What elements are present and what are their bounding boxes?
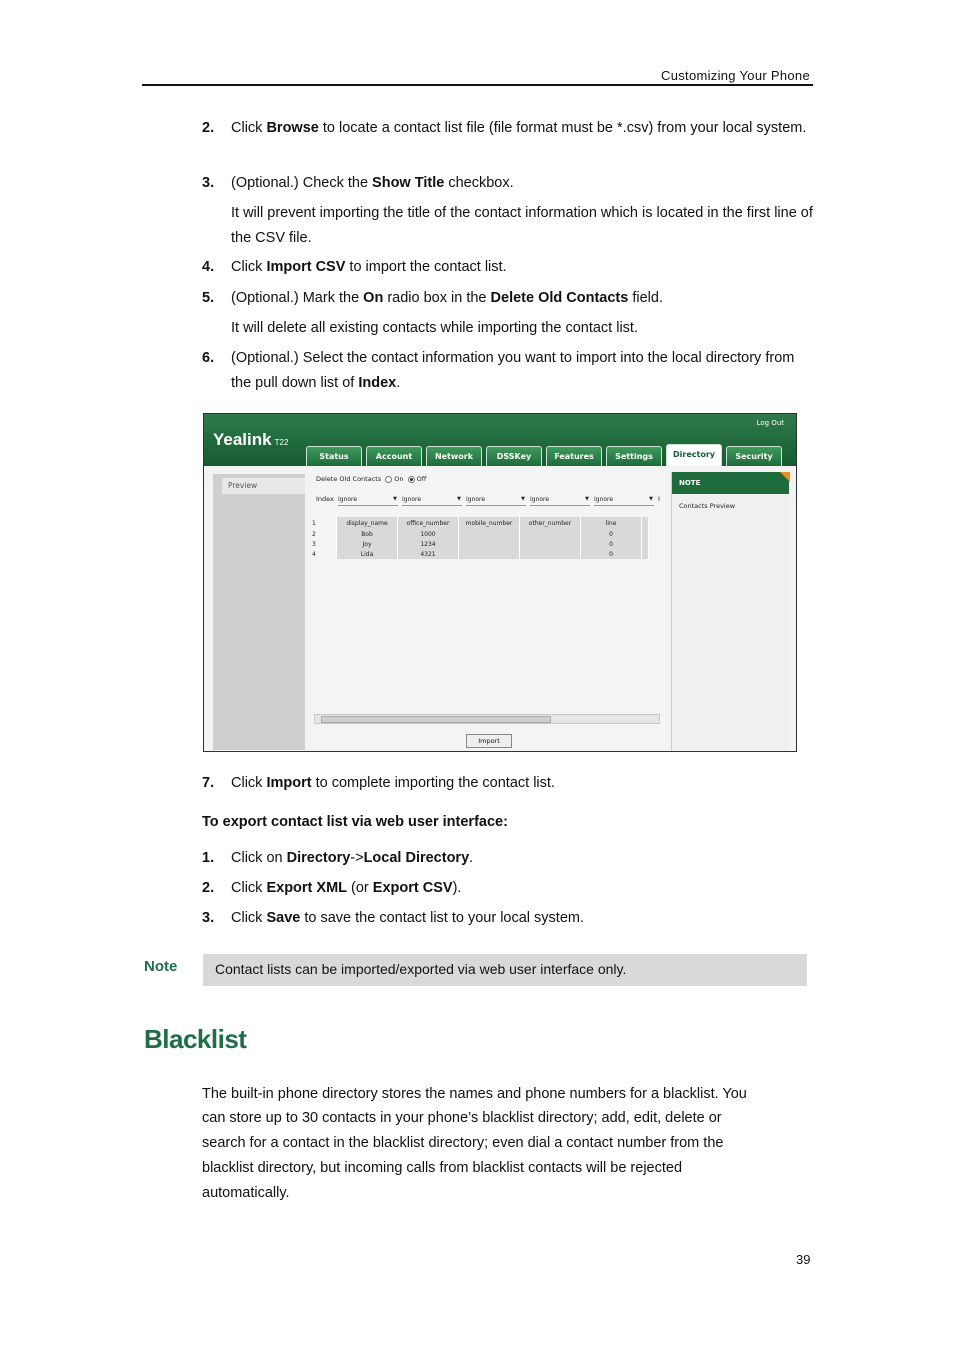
chevron-down-icon: ▼ — [457, 496, 461, 502]
delete-old-contacts-field: Delete Old Contacts On Off — [316, 475, 427, 483]
paragraph-line: The built-in phone directory stores the names and phone numbers for a blacklist. You — [202, 1086, 747, 1102]
paragraph-line: search for a contact in the blacklist directory; even dial a contact number from the — [202, 1135, 724, 1151]
chevron-down-icon: ▼ — [585, 496, 589, 502]
paragraph-line: can store up to 30 contacts in your phone’s blacklist directory; add, edit, delete or — [202, 1110, 722, 1126]
running-header: Customizing Your Phone — [661, 68, 810, 83]
index-select-cutoff: I — [658, 495, 660, 503]
step-number: 4. — [202, 259, 215, 275]
chevron-down-icon: ▼ — [393, 496, 397, 502]
tab-dsskey[interactable]: DSSKey — [486, 446, 542, 466]
tab-directory[interactable]: Directory — [666, 444, 722, 466]
tab-settings[interactable]: Settings — [606, 446, 662, 466]
step-number: 6. — [202, 350, 215, 366]
table-row: 2 Bob 1000 0 — [310, 529, 649, 539]
chevron-down-icon: ▼ — [521, 496, 525, 502]
step-text: (Optional.) Check the Show Title checkbox. — [231, 175, 514, 191]
index-label: Index — [316, 495, 334, 503]
index-select[interactable]: Ignore ▼ — [402, 496, 462, 506]
note-body: Contacts Preview — [679, 502, 736, 510]
section-title: Blacklist — [144, 1024, 247, 1054]
step-text: Click Save to save the contact list to your local system. — [231, 910, 585, 926]
tab-features[interactable]: Features — [546, 446, 602, 466]
index-select[interactable]: Ignore ▼ — [530, 496, 590, 506]
index-select[interactable]: Ignore ▼ — [594, 496, 654, 506]
contacts-preview-table — [310, 517, 649, 559]
step-number: 2. — [202, 120, 215, 136]
step-number: 5. — [202, 290, 215, 306]
step-detail: It will prevent importing the title of the contact information which is located in the first line of the CSV file. — [231, 205, 813, 246]
top-bar — [204, 414, 796, 466]
horizontal-scrollbar[interactable] — [314, 714, 660, 724]
left-sidebar — [213, 474, 305, 750]
table-row: 4 Lida 4321 0 — [310, 549, 649, 559]
header-rule — [142, 84, 813, 86]
step-text: Click on Directory->Local Directory. — [231, 850, 474, 866]
note-title: NOTE — [672, 472, 789, 494]
import-panel — [310, 472, 666, 750]
step-text: Click Browse to locate a contact list file (file format must be *.csv) from your local system. — [231, 120, 807, 136]
web-ui-screenshot — [203, 413, 797, 752]
logout-link[interactable]: Log Out — [756, 419, 784, 427]
note-label: Note — [144, 958, 178, 975]
index-select[interactable]: Ignore ▼ — [338, 496, 398, 506]
note-corner-icon — [780, 472, 790, 482]
note-text: Contact lists can be imported/exported via web user interface only. — [215, 961, 627, 977]
table-header-row: 1 display_name office_number mobile_number other_number line — [310, 517, 649, 529]
step-text: Click Import CSV to import the contact list. — [231, 259, 507, 275]
step-text: (Optional.) Mark the On radio box in the Delete Old Contacts field. — [231, 290, 663, 306]
tab-account[interactable]: Account — [366, 446, 422, 466]
step-number: 2. — [202, 880, 215, 896]
step-text: Click Export XML (or Export CSV). — [231, 880, 462, 896]
note-box — [203, 954, 807, 986]
step-text: (Optional.) Select the contact information you want to import into the local directory from the pull down list of Index. — [231, 350, 795, 391]
export-heading: To export contact list via web user interface: — [202, 814, 508, 830]
import-button[interactable]: Import — [466, 734, 512, 748]
tab-security[interactable]: Security — [726, 446, 782, 466]
paragraph-line: automatically. — [202, 1185, 290, 1201]
table-row: 3 Joy 1234 0 — [310, 539, 649, 549]
step-number: 1. — [202, 850, 215, 866]
step-number: 7. — [202, 775, 215, 791]
page-number: 39 — [796, 1252, 811, 1267]
tab-status[interactable]: Status — [306, 446, 362, 466]
tab-network[interactable]: Network — [426, 446, 482, 466]
paragraph-line: blacklist directory, but incoming calls from blacklist contacts will be rejected — [202, 1160, 683, 1176]
scrollbar-thumb[interactable] — [321, 716, 551, 723]
index-select[interactable]: Ignore ▼ — [466, 496, 526, 506]
step-number: 3. — [202, 175, 215, 191]
step-number: 3. — [202, 910, 215, 926]
chevron-down-icon: ▼ — [649, 496, 653, 502]
note-panel — [671, 472, 790, 751]
radio-on[interactable] — [385, 476, 392, 483]
yealink-logo: Yealink T22 — [213, 430, 289, 449]
step-text: Click Import to complete importing the contact list. — [231, 775, 555, 791]
step-detail: It will delete all existing contacts while importing the contact list. — [231, 320, 638, 336]
radio-off[interactable] — [408, 476, 415, 483]
preview-tab[interactable]: Preview — [222, 478, 305, 494]
